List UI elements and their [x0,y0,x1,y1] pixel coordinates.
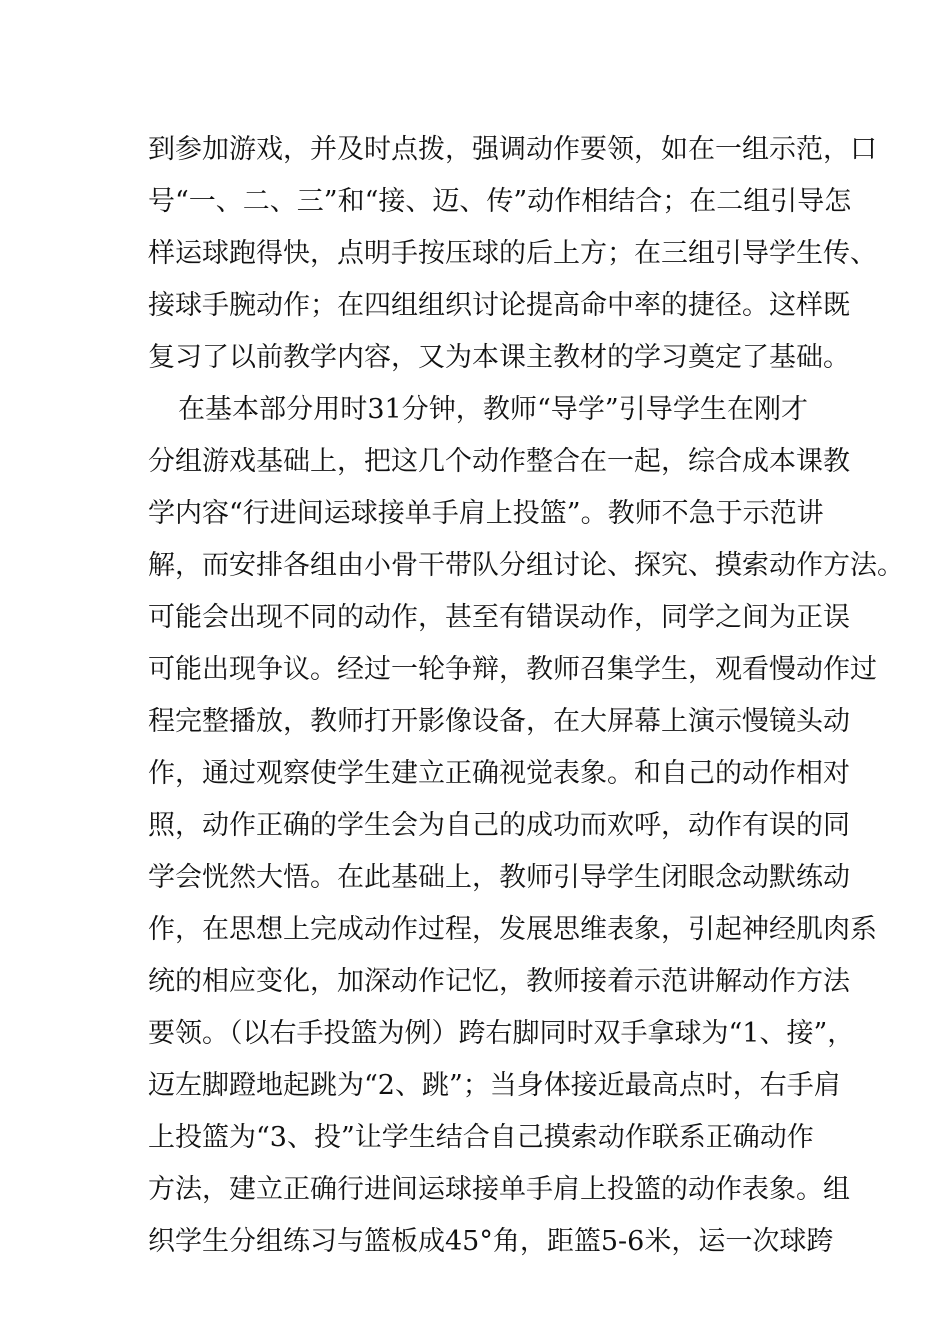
text-line: 方法，建立正确行进间运球接单手肩上投篮的动作表象。组 [148,1174,850,1205]
text-line: 要领。（以右手投篮为例）跨右脚同时双手拿球为“1、接”， [148,1018,855,1049]
text-line: 到参加游戏，并及时点拨，强调动作要领，如在一组示范，口 [148,134,877,165]
text-line: 号“一、二、三”和“接、迈、传”动作相结合；在二组引导怎 [148,186,852,217]
text-line: 学会恍然大悟。在此基础上，教师引导学生闭眼念动默练动 [148,862,850,893]
text-line: 分组游戏基础上，把这几个动作整合在一起，综合成本课教 [148,446,850,477]
text-line: 迈左脚蹬地起跳为“2、跳”；当身体接近最高点时，右手肩 [148,1070,841,1101]
text-line: 复习了以前教学内容，又为本课主教材的学习奠定了基础。 [148,342,850,373]
text-line: 样运球跑得快，点明手按压球的后上方；在三组引导学生传、 [148,238,877,269]
text-line: 可能会出现不同的动作，甚至有错误动作，同学之间为正误 [148,602,850,633]
text-line: 可能出现争议。经过一轮争辩，教师召集学生，观看慢动作过 [148,654,877,685]
text-line: 程完整播放，教师打开影像设备，在大屏幕上演示慢镜头动 [148,706,850,737]
text-line: 学内容“行进间运球接单手肩上投篮”。教师不急于示范讲 [148,498,824,529]
text-line: 接球手腕动作；在四组组织讨论提高命中率的捷径。这样既 [148,290,850,321]
text-line: 统的相应变化，加深动作记忆，教师接着示范讲解动作方法 [148,966,850,997]
text-line: 作，在思想上完成动作过程，发展思维表象，引起神经肌肉系 [148,914,877,945]
paragraph-first-line: 在基本部分用时31分钟，教师“导学”引导学生在刚才 [178,394,808,425]
text-line: 作，通过观察使学生建立正确视觉表象。和自己的动作相对 [148,758,850,789]
text-line: 照，动作正确的学生会为自己的成功而欢呼，动作有误的同 [148,810,850,841]
text-line: 织学生分组练习与篮板成45°角，距篮5-6米，运一次球跨 [148,1226,834,1257]
body-text [148,124,904,1268]
text-line: 上投篮为“3、投”让学生结合自己摸索动作联系正确动作 [148,1122,814,1153]
text-line: 解，而安排各组由小骨干带队分组讨论、探究、摸索动作方法。 [148,550,904,581]
